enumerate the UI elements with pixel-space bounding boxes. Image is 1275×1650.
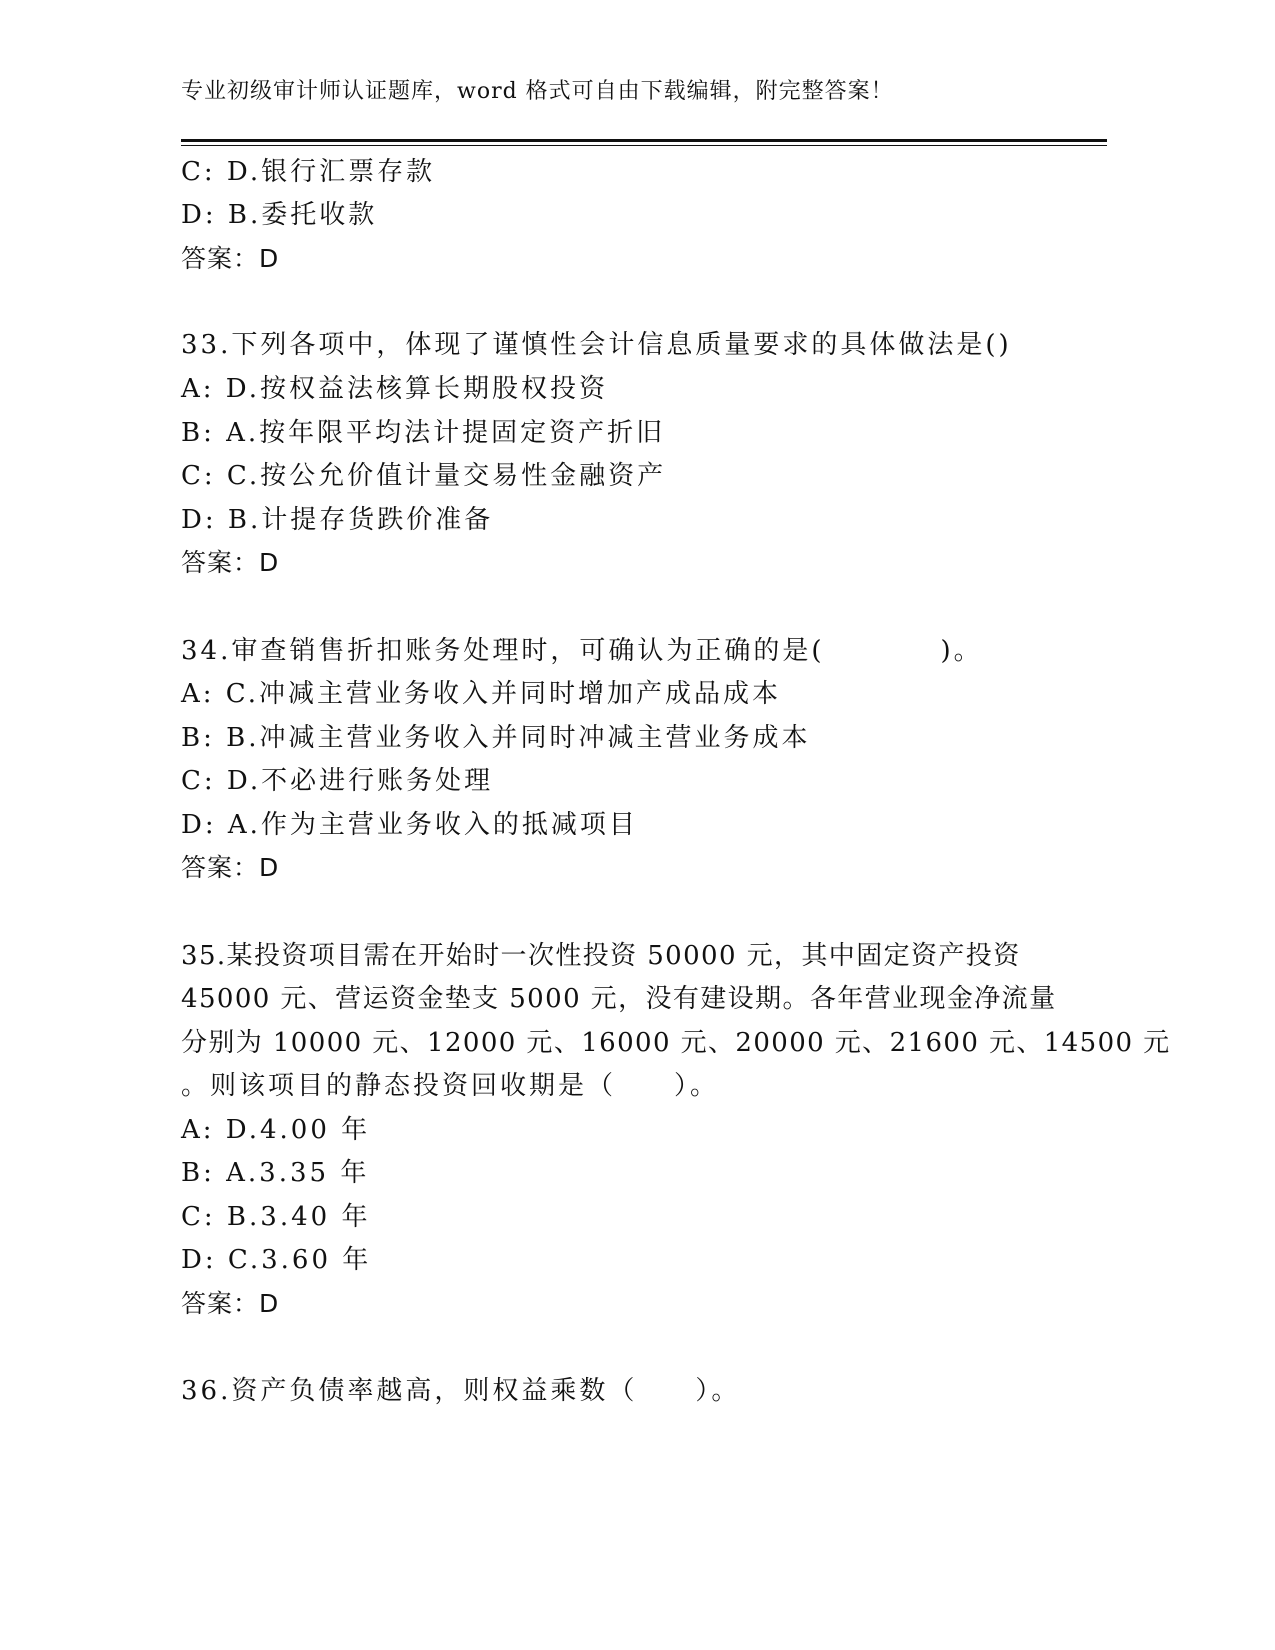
header-title: 专业初级审计师认证题库，word 格式可自由下载编辑，附完整答案！: [181, 79, 894, 104]
option-a: A: D.按权益法核算长期股权投资: [181, 374, 608, 404]
option-d: D: B.委托收款: [181, 200, 378, 230]
answer: 答案：D: [181, 1289, 280, 1318]
option-d: D: A.作为主营业务收入的抵减项目: [181, 810, 638, 840]
question-stem: 36.资产负债率越高，则权益乘数（ ）。: [181, 1376, 741, 1406]
option-a: A: C.冲减主营业务收入并同时增加产成品成本: [181, 679, 782, 709]
question-stem-line: 。则该项目的静态投资回收期是（ ）。: [181, 1071, 720, 1101]
option-c: C: D.不必进行账务处理: [181, 766, 494, 796]
option-b: B: B.冲减主营业务收入并同时冲减主营业务成本: [181, 723, 811, 753]
header-rule-thin: [181, 145, 1107, 146]
option-c: C: B.3.40 年: [181, 1202, 371, 1232]
question-stem-line: 35.某投资项目需在开始时一次性投资 50000 元，其中固定资产投资: [181, 941, 1021, 971]
option-d: D: B.计提存货跌价准备: [181, 505, 494, 535]
question-stem-line: 分别为 10000 元、12000 元、16000 元、20000 元、21600 元、14500 元: [181, 1028, 1171, 1058]
option-d: D: C.3.60 年: [181, 1245, 372, 1275]
header-rule-thick: [181, 139, 1107, 142]
option-c: C: D.银行汇票存款: [181, 157, 436, 187]
question-stem: 34.审查销售折扣账务处理时，可确认为正确的是( )。: [181, 636, 983, 666]
answer: 答案：D: [181, 548, 280, 577]
option-c: C: C.按公允价值计量交易性金融资产: [181, 461, 667, 491]
option-b: B: A.3.35 年: [181, 1158, 370, 1188]
answer: 答案：D: [181, 853, 280, 882]
option-a: A: D.4.00 年: [181, 1115, 371, 1145]
question-stem-line: 45000 元、营运资金垫支 5000 元，没有建设期。各年营业现金净流量: [181, 984, 1057, 1014]
question-stem: 33.下列各项中，体现了谨慎性会计信息质量要求的具体做法是(): [181, 330, 1012, 360]
answer: 答案：D: [181, 244, 280, 273]
option-b: B: A.按年限平均法计提固定资产折旧: [181, 418, 666, 448]
